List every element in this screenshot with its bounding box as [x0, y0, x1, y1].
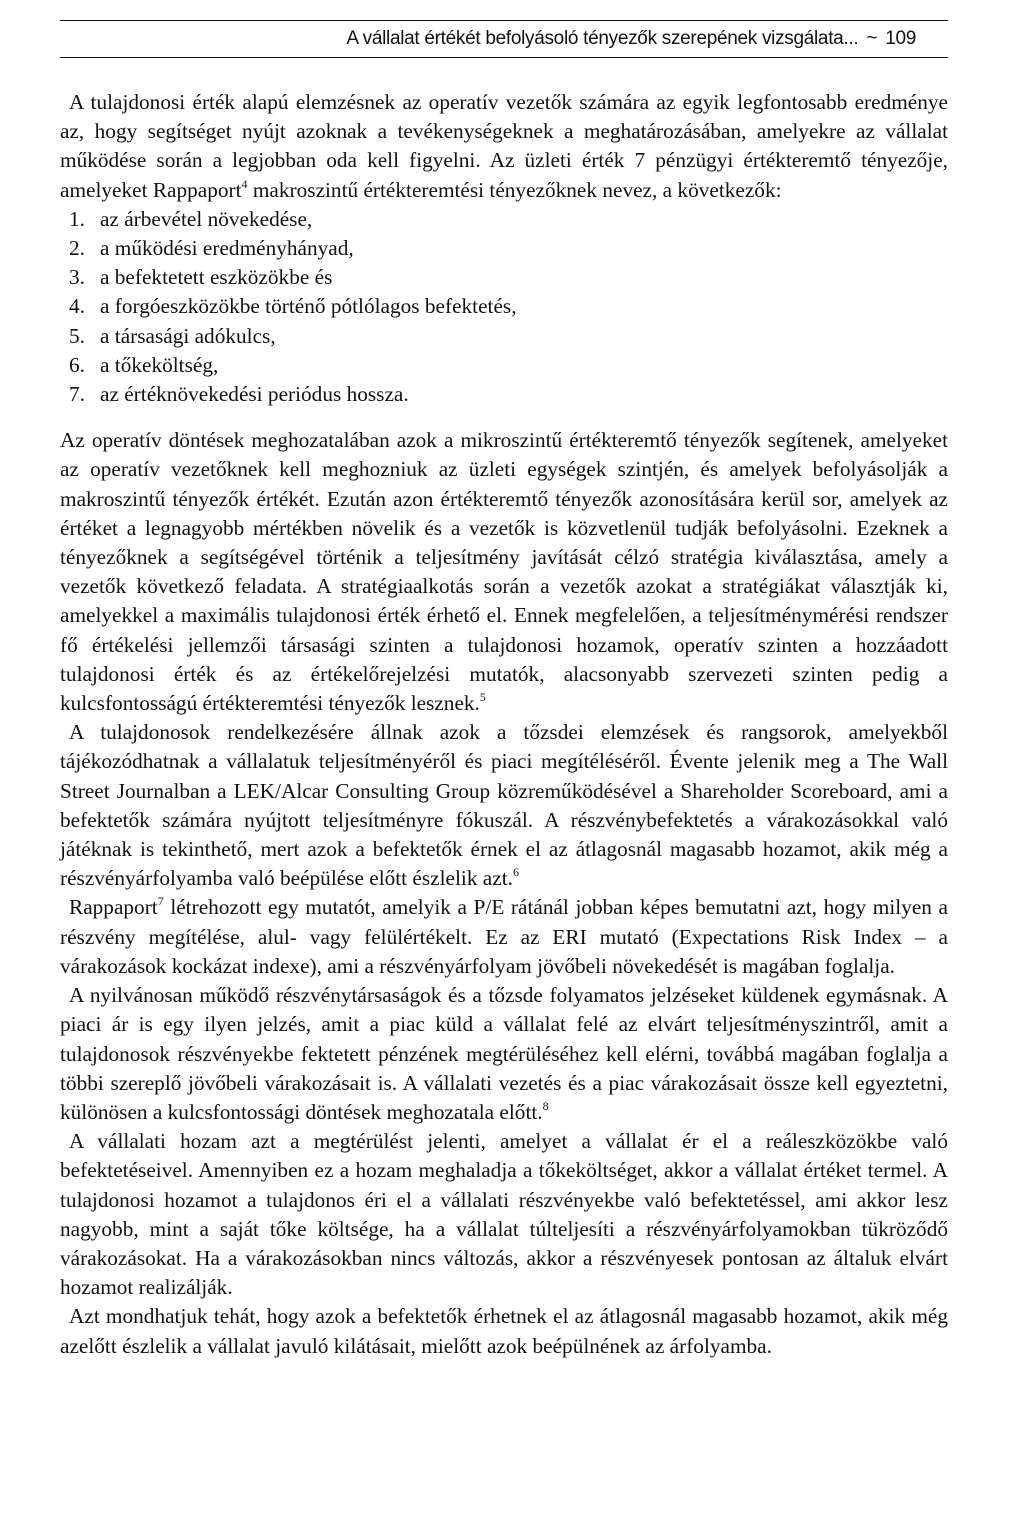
list-item-text: a forgóeszközökbe történő pótlólagos befektetés,: [100, 294, 517, 319]
header-title: A vállalat értékét befolyásoló tényezők szerepének vizsgálata...: [346, 28, 859, 49]
list-item-text: a társasági adókulcs,: [100, 323, 276, 348]
paragraph-conclusion: [60, 1302, 948, 1360]
conclusion-text: Azt mondhatjuk tehát, hogy azok a befektetők érhetnek el az átlagosnál magasabb hozamot, akik még azelőtt észlelik a vállalat javuló kilátásait, mielőtt azok beépülnének az árfolyamba.: [60, 1304, 948, 1358]
footnote-ref-4: 4: [241, 176, 248, 191]
footnote-ref-6: 6: [512, 865, 519, 880]
footnote-ref-7: 7: [157, 894, 164, 909]
return-text: A vállalati hozam azt a megtérülést jelenti, amelyet a vállalat ér el a reáleszközökbe való befektetéseivel. Amennyiben ez a hozam meghaladja a tőkeköltséget, akkor a vállalat értéket termel. A tulajdonosi hozamot a tulajdonos éri el a vállalati részvényekbe való befektetéssel, ami akkor lesz nagyobb, mint a saját tőke költsége, ha a vállalat túlteljesíti a részvényárfolyamokban tükröződő várakozásokat. Ha a várakozásokban nincs változás, akkor a részvényesek pontosan az általuk elvárt hozamot realizálják.: [60, 1129, 948, 1300]
list-item-number: 1.: [69, 206, 85, 231]
footnote-ref-8: 8: [542, 1098, 549, 1113]
paragraph-public: [60, 981, 948, 1127]
list-item: [60, 380, 948, 409]
intro-text-after: makroszintű értékteremtési tényezőknek nevez, a következők:: [247, 177, 782, 202]
rappaport-text-after: létrehozott egy mutatót, amelyik a P/E rátánál jobban képes bemutatni azt, hogy milyen a részvény megítélése, alul- vagy felülértékelt. Ez az ERI mutató (Expectations Risk Index – a várakozások kockázat indexe), ami a részvényárfolyam jövőbeli növekedését is magában foglalja.: [60, 895, 948, 978]
list-item-number: 6.: [69, 352, 85, 377]
value-driver-list: [60, 205, 948, 409]
list-item: [60, 351, 948, 380]
list-item-number: 2.: [69, 236, 85, 261]
list-item: [60, 205, 948, 234]
list-item-text: az árbevétel növekedése,: [100, 206, 313, 231]
list-item-text: a tőkeköltség,: [100, 352, 219, 377]
paragraph-operational: [60, 426, 948, 718]
list-item-text: a működési eredményhányad,: [100, 236, 354, 261]
paragraph-rappaport: [60, 893, 948, 981]
section-gap: [60, 409, 948, 426]
list-item: [60, 322, 948, 351]
paragraph-return: [60, 1127, 948, 1302]
rappaport-text-before: Rappaport: [69, 895, 158, 920]
list-item-text: az értéknövekedési periódus hossza.: [100, 382, 409, 407]
header-separator: ~: [866, 28, 878, 49]
list-item-number: 3.: [69, 265, 85, 290]
footnote-ref-5: 5: [479, 690, 486, 705]
list-item: [60, 234, 948, 263]
list-item-text: a befektetett eszközökbe és: [100, 265, 333, 290]
owners-text: A tulajdonosok rendelkezésére állnak azok a tőzsdei elemzések és rangsorok, amelyekből tájékozódhatnak a vállalatuk teljesítményéről és piaci megítéléséről. Évente jelenik meg a The Wall Street Journalban a LEK/Alcar Consulting Group közreműködésével a Shareholder Scoreboard, ami a befektetők számára nyújtott teljesítményre fókuszál. A részvénybefektetés a várakozásokkal való játéknak is tekinthető, mert azok a befektetők érnek el az átlagosnál magasabb hozamot, akik még a részvényárfolyamba való beépülése előtt észlelik azt.: [60, 720, 948, 891]
list-item-number: 4.: [69, 294, 85, 319]
paragraph-owners: [60, 718, 948, 893]
intro-text-before: A tulajdonosi érték alapú elemzésnek az operatív vezetők számára az egyik legfontosabb eredménye az, hogy segítséget nyújt azoknak a tevékenységeknek a meghatározásában, amelyekre az vállalat működése során a legjobban oda kell figyelni. Az üzleti érték 7 pénzügyi értékteremtő tényezője, amelyeket Rappaport: [60, 90, 948, 202]
running-header: [60, 20, 948, 58]
list-item: [60, 263, 948, 292]
list-item: [60, 292, 948, 321]
list-item-number: 5.: [69, 323, 85, 348]
operational-text: Az operatív döntések meghozatalában azok a mikroszintű értékteremtő tényezők segítenek, amelyeket az operatív vezetőknek kell meghozniuk az üzleti egységek szintjén, és amelyek befolyásolják a makroszintű tényezők értékét. Ezután azon értékteremtő tényezők azonosítására kerül sor, amelyek az értéket a legnagyobb mértékben növelik és a vezetők is közvetlenül tudják befolyásolni. Ezeknek a tényezőknek a segítségével történik a teljesítmény javítását célzó stratégia kiválasztása, amely a vezetők következő feladata. A stratégiaalkotás során a vezetők azokat a stratégiákat választják ki, amelyekkel a maximális tulajdonosi érték érhető el. Ennek megfelelően, a teljesítménymérési rendszer fő értékelési jellemzői társasági szinten a tulajdonosi hozamok, operatív szinten a hozzáadott tulajdonosi érték és az értékelőrejelzési mutatók, alacsonyabb szervezeti szinten pedig a kulcsfontosságú értékteremtési tényezők lesznek.: [60, 428, 948, 716]
body-text: [60, 88, 948, 1361]
public-text: A nyilvánosan működő részvénytársaságok és a tőzsde folyamatos jelzéseket küldenek egymásnak. A piaci ár is egy ilyen jelzés, amit a piac küld a vállalat felé az elvárt teljesítményszintről, amit a tulajdonosok részvényekbe fektetett pénzének megtérüléséhez kell elérni, továbbá magában foglalja a többi szereplő jövőbeli várakozásait is. A vállalati vezetés és a piac várakozásait össze kell egyeztetni, különösen a kulcsfontossági döntések meghozatala előtt.: [60, 983, 948, 1124]
list-item-number: 7.: [69, 382, 85, 407]
page-number: 109: [885, 28, 916, 49]
paragraph-intro: [60, 88, 948, 205]
